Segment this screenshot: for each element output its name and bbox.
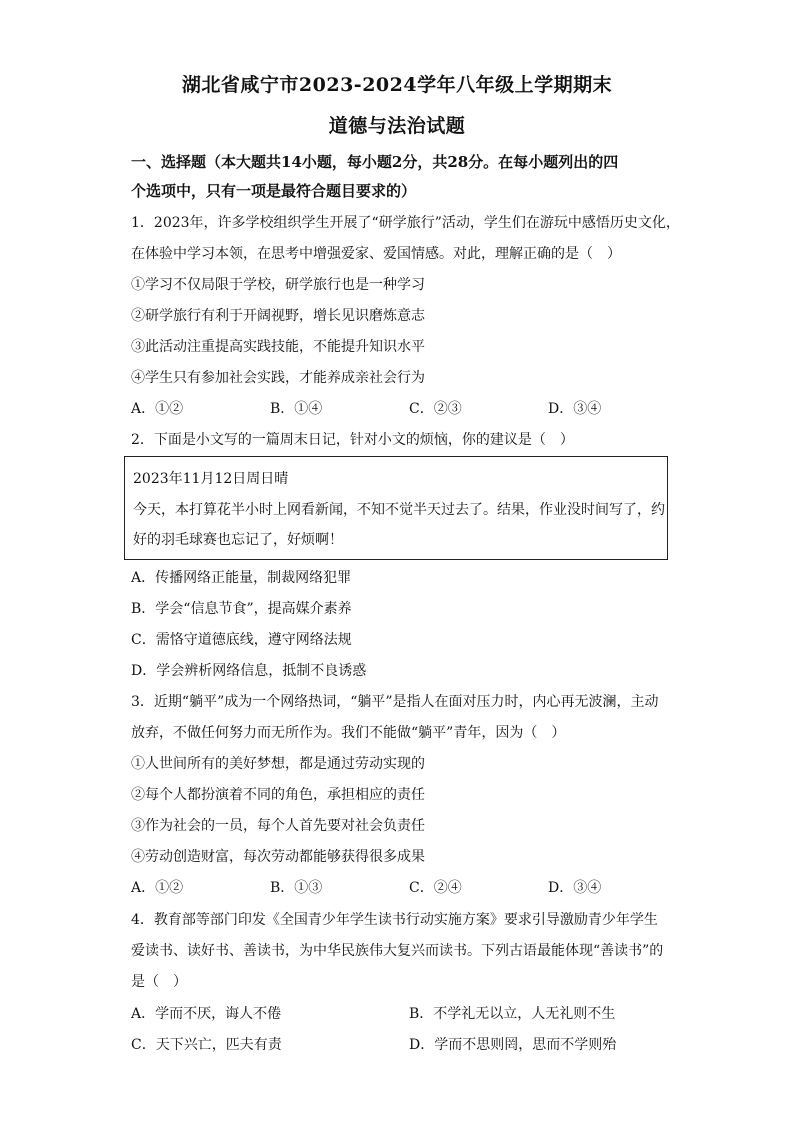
q4-option-b: B．不学礼无以立，人无礼则不生	[409, 1006, 616, 1022]
q1-statement-1: ①学习不仅局限于学校，研学旅行也是一种学习	[131, 277, 425, 293]
q3-statement-2: ②每个人都扮演着不同的角色，承担相应的责任	[131, 787, 425, 803]
q1-option-c: C．②③	[409, 401, 462, 417]
q2-diary-box	[124, 456, 668, 560]
exam-title-line1: 湖北省咸宁市2023-2024学年八年级上学期期末	[181, 74, 613, 96]
q4-stem-line3: 是（ ）	[131, 974, 187, 990]
q2-option-b: B．学会“信息节食”，提高媒介素养	[131, 601, 352, 617]
q1-option-d: D．③④	[548, 401, 602, 417]
q1-stem-line2: 在体验中学习本领，在思考中增强爱家、爱国情感。对此，理解正确的是（ ）	[131, 246, 621, 262]
q3-option-c: C．②④	[409, 880, 462, 896]
q3-option-a: A．①②	[131, 880, 184, 896]
q4-stem-line1: 4．教育部等部门印发《全国青少年学生读书行动实施方案》要求引导激励青少年学生	[131, 912, 658, 928]
q4-option-c: C．天下兴亡，匹夫有责	[131, 1037, 282, 1053]
section-heading-line2: 个选项中，只有一项是最符合题目要求的）	[131, 182, 417, 200]
q1-stem-line1: 1．2023年，许多学校组织学生开展了“研学旅行”活动，学生们在游玩中感悟历史文化，	[131, 215, 680, 231]
q4-option-a: A．学而不厌，诲人不倦	[131, 1006, 282, 1022]
diary-date: 2023年11月12日周日晴	[133, 471, 289, 487]
q2-option-d: D．学会辨析网络信息，抵制不良诱惑	[131, 663, 367, 679]
q1-statement-4: ④学生只有参加社会实践，才能养成亲社会行为	[131, 370, 425, 386]
q1-option-b: B．①④	[270, 401, 323, 417]
q1-statement-2: ②研学旅行有利于开阔视野，增长见识磨炼意志	[131, 308, 425, 324]
section-heading-line1: 一、选择题（本大题共14小题，每小题2分，共28分。在每小题列出的四	[131, 153, 619, 171]
diary-text-line1: 今天，本打算花半小时上网看新闻，不知不觉半天过去了。结果，作业没时间写了，约	[133, 502, 665, 518]
q2-stem: 2．下面是小文写的一篇周末日记，针对小文的烦恼，你的建议是（ ）	[131, 432, 574, 448]
q4-stem-line2: 爱读书、读好书、善读书，为中华民族伟大复兴而读书。下列古语最能体现“善读书”的	[131, 943, 664, 959]
q1-option-a: A．①②	[131, 401, 184, 417]
q3-option-b: B．①③	[270, 880, 323, 896]
q3-stem-line2: 放弃，不做任何努力而无所作为。我们不能做“躺平”青年，因为（ ）	[131, 725, 566, 741]
q4-option-d: D．学而不思则罔，思而不学则殆	[409, 1037, 617, 1053]
diary-text-line2: 好的羽毛球赛也忘记了，好烦啊！	[133, 532, 343, 548]
q2-option-c: C．需恪守道德底线，遵守网络法规	[131, 632, 352, 648]
q3-option-d: D．③④	[548, 880, 602, 896]
q3-stem-line1: 3．近期“躺平”成为一个网络热词，“躺平”是指人在面对压力时，内心再无波澜，主动	[131, 694, 659, 710]
exam-title-line2: 道德与法治试题	[328, 115, 466, 137]
q2-option-a: A．传播网络正能量，制裁网络犯罪	[131, 570, 352, 586]
q1-statement-3: ③此活动注重提高实践技能，不能提升知识水平	[131, 339, 425, 355]
q3-statement-1: ①人世间所有的美好梦想，都是通过劳动实现的	[131, 756, 425, 772]
q3-statement-3: ③作为社会的一员，每个人首先要对社会负责任	[131, 818, 425, 834]
q3-statement-4: ④劳动创造财富，每次劳动都能够获得很多成果	[131, 849, 425, 865]
